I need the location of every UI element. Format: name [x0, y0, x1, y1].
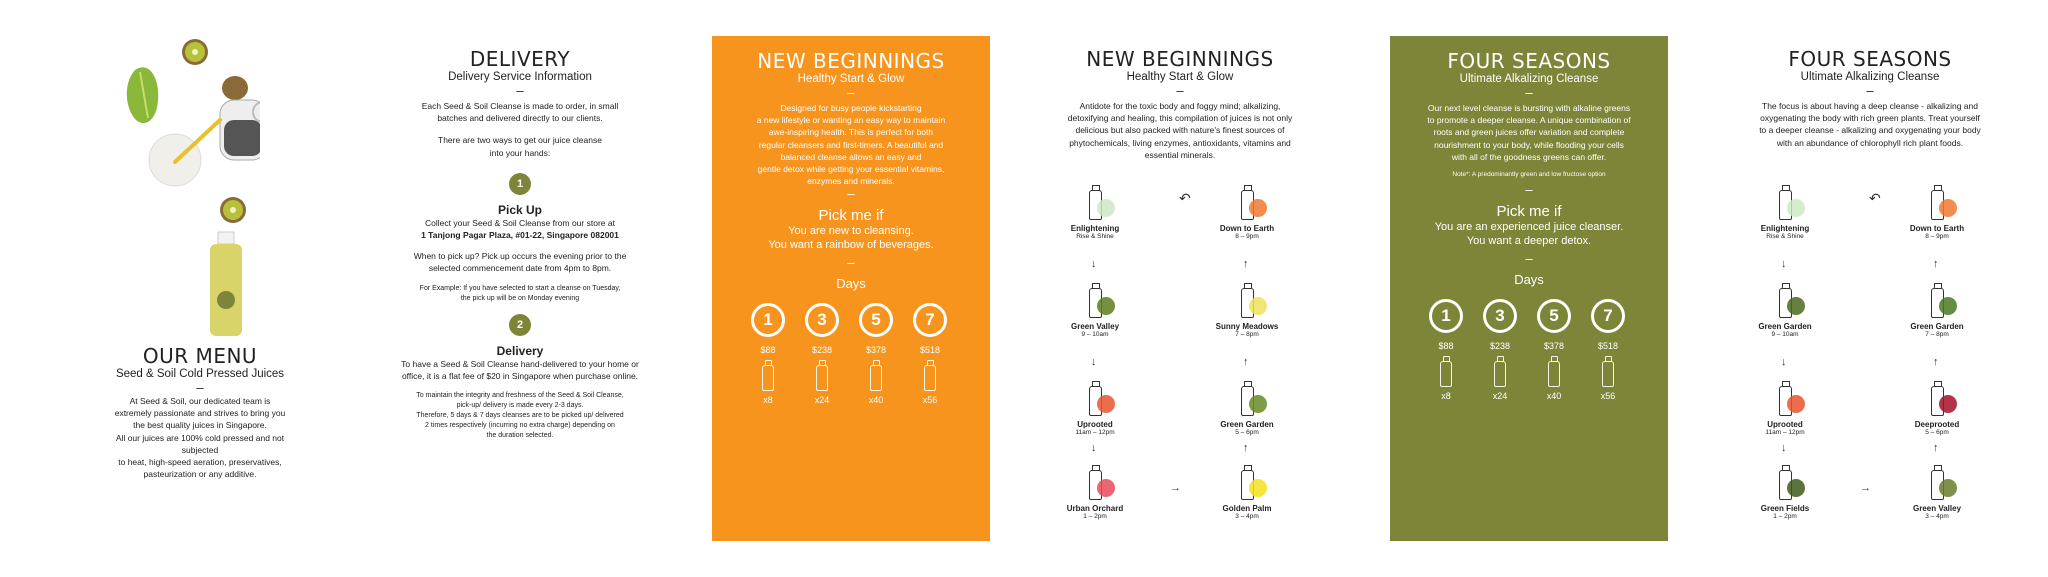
nb-day-1: 1 $88 x8: [750, 303, 786, 405]
menu-dash: –: [196, 380, 204, 395]
menu-subtitle: Seed & Soil Cold Pressed Juices: [115, 368, 285, 380]
fs-days-row: [1390, 299, 1668, 419]
bottle-icon: [762, 365, 774, 391]
juice-color-dot: [1787, 479, 1805, 497]
pickup-title: Pick Up: [497, 202, 542, 217]
arrow-right-icon: →: [1170, 482, 1181, 494]
arrow-up-icon: ↑: [1243, 356, 1249, 368]
juice-color-dot: [1787, 395, 1805, 413]
nb-node-urban-orchard: Urban Orchard 1 – 2pm: [1055, 470, 1135, 521]
delivery-title: DELIVERY: [469, 47, 571, 71]
fs-card-title: FOUR SEASONS: [1447, 49, 1611, 73]
pickup-when: When to pick up? Pick up occurs the evening prior to the selected commencement date from 4pm to 8pm.: [413, 251, 627, 274]
bottle-icon: [1440, 361, 1452, 387]
pickup-line: Collect your Seed & Soil Cleanse from our store at: [425, 217, 615, 228]
delivery-panel: [385, 48, 655, 553]
step-2-badge: 2: [509, 314, 531, 336]
nb-card-title: NEW BEGINNINGS: [757, 49, 945, 73]
nb-flow-title: NEW BEGINNINGS: [1086, 47, 1274, 71]
arrow-up-icon: ↑: [1243, 258, 1249, 270]
nb-card-dash3: –: [847, 255, 855, 271]
nb-node-green-garden: Green Garden 5 – 6pm: [1207, 386, 1287, 437]
delivery-dash: –: [516, 83, 524, 98]
fs-node-green-garden: Green Garden 9 – 10am: [1745, 288, 1825, 339]
juice-color-dot: [1097, 395, 1115, 413]
nb-day-5: 5 $378 x40: [858, 303, 894, 405]
fs-node-deeprooted: Deeprooted 5 – 6pm: [1897, 386, 1977, 437]
bottle-icon: [1494, 361, 1506, 387]
juice-color-dot: [1939, 479, 1957, 497]
fs-card-subtitle: Ultimate Alkalizing Cleanse: [1459, 73, 1599, 85]
bottle-icon: [924, 365, 936, 391]
fs-flow-body: The focus is about having a deep cleanse - alkalizing and oxygenating the body with rich green plants. Treat yourself to a deeper cleanse - alkalizing and oxygenating your body with an abundance of chlorophyll rich plant foods.: [1759, 101, 1981, 148]
nb-day-7: 7 $518 x56: [912, 303, 948, 405]
fs-flow-diagram: [1745, 190, 1995, 540]
nb-flow-dash: –: [1176, 83, 1184, 98]
pickup-example: For Example: If you have selected to start a cleanse on Tuesday, the pick up will be on Monday evening: [419, 284, 621, 302]
menu-body: At Seed & Soil, our dedicated team is extremely passionate and strives to bring you the best quality juices in Singapore. All our juices are 100% cold pressed and not subjected to heat, high-speed aeration, preservatives, pasteurization or any additive.: [114, 396, 286, 480]
nb-flow-diagram: [1055, 190, 1305, 540]
nb-card-subtitle: Healthy Start & Glow: [797, 73, 905, 85]
nb-node-enlightening: Enlightening Rise & Shine: [1055, 190, 1135, 241]
delivery-intro: Each Seed & Soil Cleanse is made to order, in small batches and delivered directly to our clients.: [421, 101, 619, 124]
arrow-right-icon: →: [1860, 482, 1871, 494]
fs-flow-title: FOUR SEASONS: [1788, 47, 1952, 71]
delivery-note: To maintain the integrity and freshness of the Seed & Soil Cleanse, pick-up/ delivery is made every 2-3 days. Therefore, 5 days & 7 days cleanses are to be picked up/ delivered 2 times respectively (incurring no extra charge) depending on the duration selected.: [416, 392, 624, 440]
step-1-badge: 1: [509, 173, 531, 195]
nb-card-body: Designed for busy people kickstarting a new lifestyle or wanting an easy way to maintain awe-inspiring health. This is perfect for both regular cleansers and first-timers. A beautiful and balanced cleanse allows an easy and gentle detox while getting your essential vitamins, enzymes and minerals.: [756, 103, 946, 187]
nb-node-golden-palm: Golden Palm 3 – 4pm: [1207, 470, 1287, 521]
juice-color-dot: [1787, 297, 1805, 315]
juice-color-dot: [1939, 199, 1957, 217]
fs-pick-lines: You are an experienced juice cleanser. You want a deeper detox.: [1434, 221, 1624, 248]
bottle-icon: [1548, 361, 1560, 387]
new-beginnings-card: [712, 36, 990, 541]
nb-pick-title: Pick me if: [818, 207, 884, 225]
nb-flow-subtitle: Healthy Start & Glow: [1126, 71, 1234, 83]
menu-panel: [60, 0, 286, 505]
fs-day-1: 1 $88 x8: [1428, 299, 1464, 401]
arrow-up-icon: ↑: [1933, 442, 1939, 454]
fs-node-green-garden-2: Green Garden 7 – 8pm: [1897, 288, 1977, 339]
fs-node-uprooted: Uprooted 11am – 12pm: [1745, 386, 1825, 437]
nb-node-uprooted: Uprooted 11am – 12pm: [1055, 386, 1135, 437]
arrow-down-icon: ↓: [1091, 356, 1097, 368]
nb-node-down-to-earth: Down to Earth 8 – 9pm: [1207, 190, 1287, 241]
fs-flow-dash: –: [1866, 83, 1874, 98]
fs-card-dash2: –: [1525, 182, 1533, 198]
juice-color-dot: [1939, 395, 1957, 413]
fs-node-green-valley: Green Valley 3 – 4pm: [1897, 470, 1977, 521]
bottle-icon: [870, 365, 882, 391]
delivery-step-title: Delivery: [496, 343, 544, 358]
fs-day-3: 3 $238 x24: [1482, 299, 1518, 401]
fs-node-green-fields: Green Fields 1 – 2pm: [1745, 470, 1825, 521]
juice-color-dot: [1097, 297, 1115, 315]
delivery-subtitle: Delivery Service Information: [448, 71, 592, 83]
loop-arrow-icon: ↶: [1869, 190, 1881, 206]
fs-flow-subtitle: Ultimate Alkalizing Cleanse: [1800, 71, 1940, 83]
juice-color-dot: [1249, 297, 1267, 315]
fs-card-dash3: –: [1525, 251, 1533, 267]
nb-pick-lines: You are new to cleansing. You want a rainbow of beverages.: [768, 225, 934, 252]
fs-card-body: Our next level cleanse is bursting with alkaline greens to promote a deeper cleanse. A unique combination of roots and green juices offer variation and complete nourishment to your body, while flooding your cells with all of the goodness greens can offer.: [1427, 103, 1631, 162]
juice-color-dot: [1097, 199, 1115, 217]
juice-color-dot: [1249, 479, 1267, 497]
fs-node-down-to-earth: Down to Earth 8 – 9pm: [1897, 190, 1977, 241]
delivery-step-body: To have a Seed & Soil Cleanse hand-delivered to your home or office, it is a flat fee of $20 in Singapore when purchase online.: [401, 358, 639, 381]
fs-days-label: Days: [1514, 272, 1544, 288]
nb-flow-body: Antidote for the toxic body and foggy mind; alkalizing, detoxifying and healing, this compilation of juices is not only delicious but also packed with nature's finest sources of phytochemicals, living enzymes, antioxidants, vitamins and essential minerals.: [1067, 101, 1293, 160]
arrow-up-icon: ↑: [1933, 356, 1939, 368]
arrow-down-icon: ↓: [1091, 442, 1097, 454]
pickup-address: 1 Tanjong Pagar Plaza, #01-22, Singapore 082001: [421, 230, 619, 241]
arrow-down-icon: ↓: [1781, 442, 1787, 454]
juice-color-dot: [1939, 297, 1957, 315]
nb-days-row: [712, 303, 990, 423]
four-seasons-card: [1390, 36, 1668, 541]
bottle-icon: [1602, 361, 1614, 387]
nb-day-3: 3 $238 x24: [804, 303, 840, 405]
nb-card-dash: –: [847, 85, 855, 100]
fs-node-enlightening: Enlightening Rise & Shine: [1745, 190, 1825, 241]
arrow-up-icon: ↑: [1243, 442, 1249, 454]
juice-product-illustration: [60, 0, 260, 360]
nb-days-label: Days: [836, 276, 866, 292]
juice-color-dot: [1249, 395, 1267, 413]
arrow-down-icon: ↓: [1781, 356, 1787, 368]
juice-color-dot: [1787, 199, 1805, 217]
fs-pick-title: Pick me if: [1496, 203, 1562, 221]
arrow-up-icon: ↑: [1933, 258, 1939, 270]
fs-card-dash: –: [1525, 85, 1533, 100]
nb-card-dash2: –: [847, 186, 855, 202]
fs-day-5: 5 $378 x40: [1536, 299, 1572, 401]
loop-arrow-icon: ↶: [1179, 190, 1191, 206]
menu-title: OUR MENU: [142, 344, 258, 368]
fs-card-note: Note*: A predominantly green and low fructose option: [1452, 171, 1606, 179]
nb-node-green-valley: Green Valley 9 – 10am: [1055, 288, 1135, 339]
delivery-ways: There are two ways to get our juice cleanse into your hands:: [438, 135, 602, 158]
juice-color-dot: [1097, 479, 1115, 497]
bottle-icon: [816, 365, 828, 391]
fs-day-7: 7 $518 x56: [1590, 299, 1626, 401]
arrow-down-icon: ↓: [1091, 258, 1097, 270]
juice-color-dot: [1249, 199, 1267, 217]
arrow-down-icon: ↓: [1781, 258, 1787, 270]
nb-node-sunny-meadows: Sunny Meadows 7 – 8pm: [1207, 288, 1287, 339]
